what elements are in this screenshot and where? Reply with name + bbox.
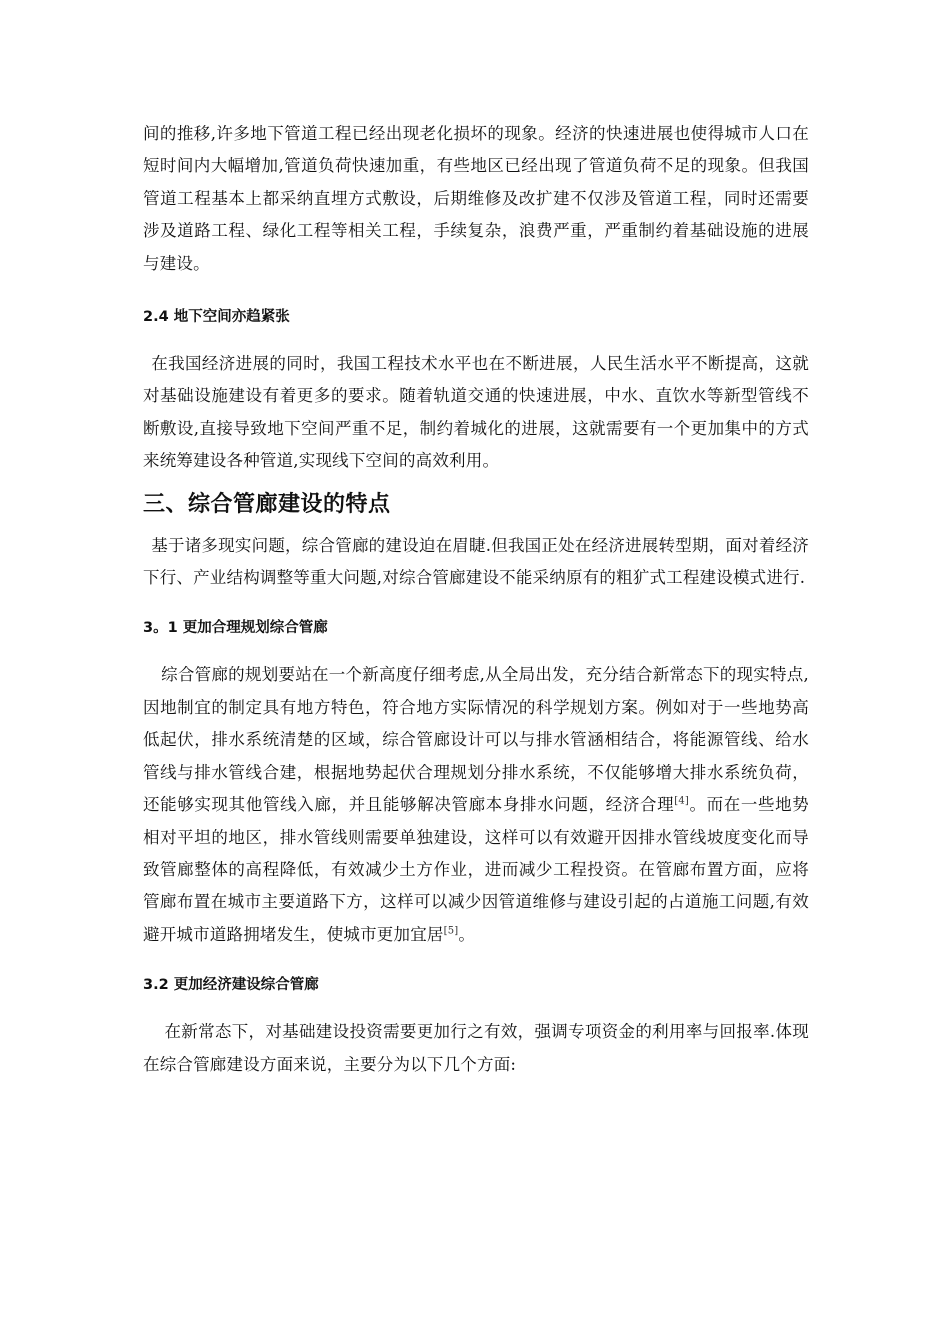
paragraph-3-1-part-b: 。而在一些地势相对平坦的地区，排水管线则需要单独建设，这样可以有效避开因排水管线坡度变化而导致管廊整体的高程降低，有效减少土方作业，进而减少工程投资。在管廊布置方面，应将管廊布置在城市主要道路下方，这样可以减少因管道维修与建设引起的占道施工问题,有效避开城市道路拥堵发生，使城市更加宜居 xyxy=(143,795,809,944)
section-heading-3-2: 3.2 更加经济建设综合管廊 xyxy=(143,977,319,994)
paragraph-3-1 xyxy=(143,659,809,951)
section-heading-3-1: 3。1 更加合理规划综合管廊 xyxy=(143,620,328,637)
paragraph-2-4: 在我国经济进展的同时，我国工程技术水平也在不断进展，人民生活水平不断提高，这就对基础设施建设有着更多的要求。随着轨道交通的快速进展，中水、直饮水等新型管线不断敷设,直接导致地下空间严重不足，制约着城化的进展，这就需要有一个更加集中的方式来统筹建设各种管道,实现线下空间的高效利用。 xyxy=(143,354,809,471)
citation-5: [5] xyxy=(443,925,459,937)
paragraph-3-2: 在新常态下，对基础建设投资需要更加行之有效，强调专项资金的利用率与回报率.体现在综合管廊建设方面来说，主要分为以下几个方面: xyxy=(143,1022,809,1074)
paragraph-3: 基于诸多现实问题，综合管廊的建设迫在眉睫.但我国正处在经济进展转型期，面对着经济下行、产业结构调整等重大问题,对综合管廊建设不能采纳原有的粗犷式工程建设模式进行. xyxy=(143,535,809,588)
paragraph-3-1-part-a: 综合管廊的规划要站在一个新高度仔细考虑,从全局出发，充分结合新常态下的现实特点,因地制宜的制定具有地方特色，符合地方实际情况的科学规划方案。例如对于一些地势高低起伏，排水系统清楚的区域，综合管廊设计可以与排水管涵相结合，将能源管线、给水管线与排水管线合建，根据地势起伏合理规划分排水系统，不仅能够增大排水系统负荷，还能够实现其他管线入廊，并且能够解决管廊本身排水问题，经济合理 xyxy=(143,665,809,815)
paragraph-intro: 间的推移,许多地下管道工程已经出现老化损坏的现象。经济的快速进展也使得城市人口在短时间内大幅增加,管道负荷快速加重，有些地区已经出现了管道负荷不足的现象。但我国管道工程基本上都采纳直埋方式敷设，后期维修及改扩建不仅涉及管道工程，同时还需要涉及道路工程、绿化工程等相关工程，手续复杂，浪费严重，严重制约着基础设施的进展与建设。 xyxy=(143,124,809,273)
citation-4: [4] xyxy=(674,795,690,807)
document-page xyxy=(143,118,809,1081)
chapter-heading-3: 三、综合管廊建设的特点 xyxy=(143,491,391,517)
paragraph-3-1-part-c: 。 xyxy=(458,924,476,944)
section-heading-2-4: 2.4 地下空间亦趋紧张 xyxy=(143,309,290,326)
